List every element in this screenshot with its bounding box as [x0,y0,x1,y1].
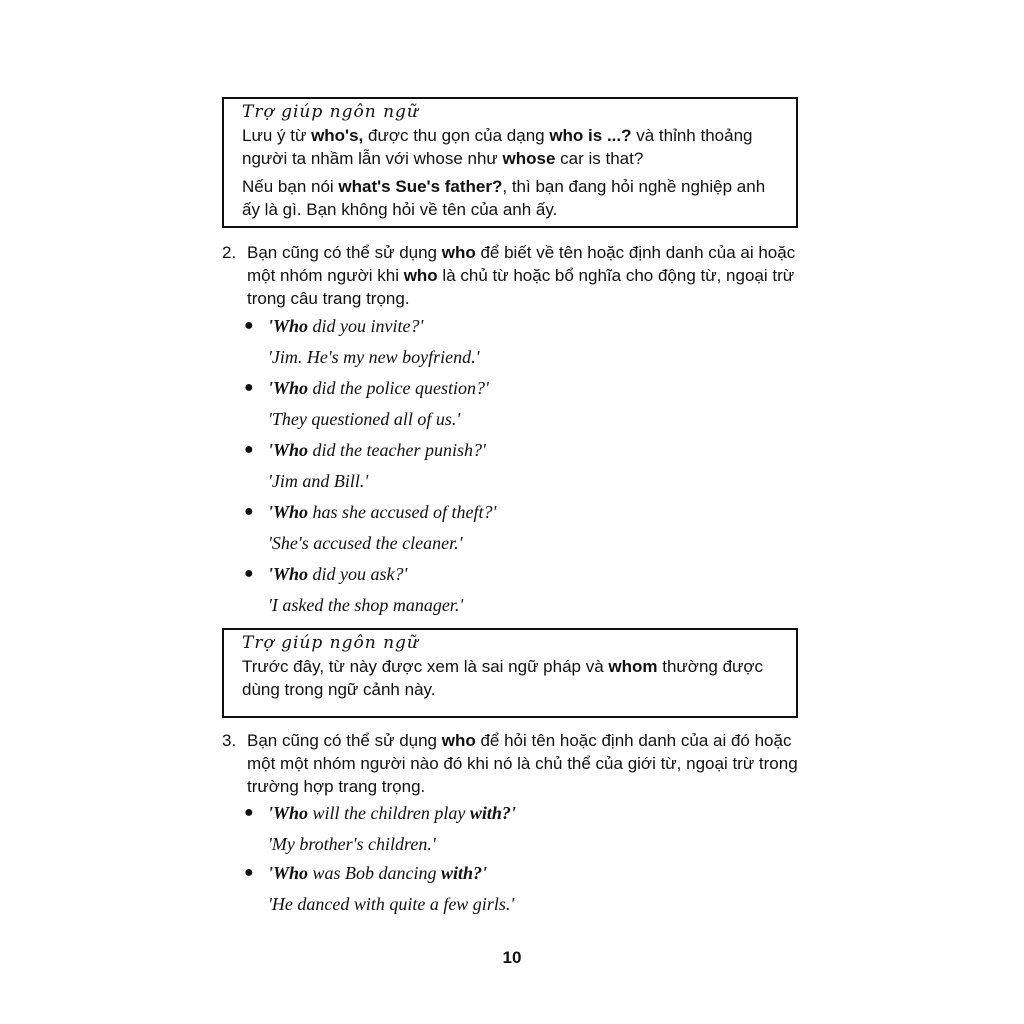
bold-term: whose [502,149,556,168]
example-answer: 'They questioned all of us.' [268,409,461,429]
example-answer: 'She's accused the cleaner.' [268,533,463,553]
example-question [268,802,804,824]
language-help-box-1 [222,97,798,228]
text: và thỉnh thoảng người ta nhầm lẫn với whose như [242,126,753,168]
page-number: 10 [502,948,522,967]
bold-term: who [441,731,476,750]
example-answer: 'My brother's children.' [268,834,436,854]
bold-term: 'Who [268,863,309,883]
example-item [244,862,804,915]
example-answer: 'He danced with quite a few girls.' [268,894,515,914]
bullet-icon: ● [244,503,254,520]
section-number: 2. [222,243,237,262]
bold-term: who [441,243,476,262]
bullet-icon: ● [244,565,254,582]
example-question [268,501,804,523]
bold-term: 'Who [268,440,309,460]
text: Bạn cũng có thể sử dụng [247,243,442,262]
note-paragraph [242,124,780,170]
note-title: Trợ giúp ngôn ngữ [242,633,419,653]
example-answer: 'Jim and Bill.' [268,471,369,491]
bold-term: 'Who [268,378,309,398]
section-3-paragraph [222,729,812,798]
example-answer: 'Jim. He's my new boyfriend.' [268,347,480,367]
text: Nếu bạn nói [242,177,339,196]
example-question [268,439,804,461]
text: did you invite?' [308,316,424,336]
text: did you ask?' [308,564,408,584]
bullet-icon: ● [244,441,254,458]
text: car is that? [555,149,644,168]
bold-term: 'Who [268,502,309,522]
bold-term: 'Who [268,803,309,823]
example-question [268,563,804,585]
text: did the teacher punish?' [308,440,486,460]
example-question [268,862,804,884]
bullet-icon: ● [244,379,254,396]
section-number: 3. [222,731,237,750]
bold-term: who [403,266,438,285]
text: Lưu ý từ [242,126,312,145]
note-title: Trợ giúp ngôn ngữ [242,102,419,122]
text: Trước đây, từ này được xem là sai ngữ pháp và [242,657,609,676]
bold-term: with?' [441,863,488,883]
text: để biết về tên hoặc định danh của ai hoặc một nhóm người khi [247,243,796,285]
example-item [244,501,804,554]
bold-term: who's, [311,126,364,145]
text: was Bob dancing [308,863,442,883]
example-answer: 'I asked the shop manager.' [268,595,464,615]
bullet-icon: ● [244,804,254,821]
text: , thì bạn đang hỏi nghề nghiệp anh ấy là gì. Bạn không hỏi về tên của anh ấy. [242,177,766,219]
bullet-icon: ● [244,864,254,881]
note-paragraph [242,175,780,221]
bold-term: whom [608,657,658,676]
bold-term: 'Who [268,564,309,584]
text: will the children play [308,803,470,823]
example-item [244,802,804,855]
example-item [244,377,804,430]
text: để hỏi tên hoặc định danh của ai đó hoặc một một nhóm người nào đó khi nó là chủ thể của giới từ, ngoại trừ trong trường hợp trang trọng. [247,731,798,796]
text: did the police question?' [308,378,489,398]
bullet-icon: ● [244,317,254,334]
section-text [247,729,812,798]
bold-term: with?' [469,803,516,823]
example-question [268,315,804,337]
text: Bạn cũng có thể sử dụng [247,731,442,750]
language-help-box-2 [222,628,798,718]
example-item [244,439,804,492]
text: là chủ từ hoặc bổ nghĩa cho động từ, ngoại trừ trong câu trang trọng. [247,266,795,308]
section-text [247,241,812,310]
bold-term: who is ...? [549,126,632,145]
example-item [244,315,804,368]
text: được thu gọn của dạng [363,126,550,145]
text: thường được dùng trong ngữ cảnh này. [242,657,764,699]
section-2-paragraph [222,241,812,310]
example-item [244,563,804,616]
text: has she accused of theft?' [308,502,497,522]
note-paragraph [242,655,780,701]
bold-term: what's Sue's father? [338,177,503,196]
example-question [268,377,804,399]
bold-term: 'Who [268,316,309,336]
